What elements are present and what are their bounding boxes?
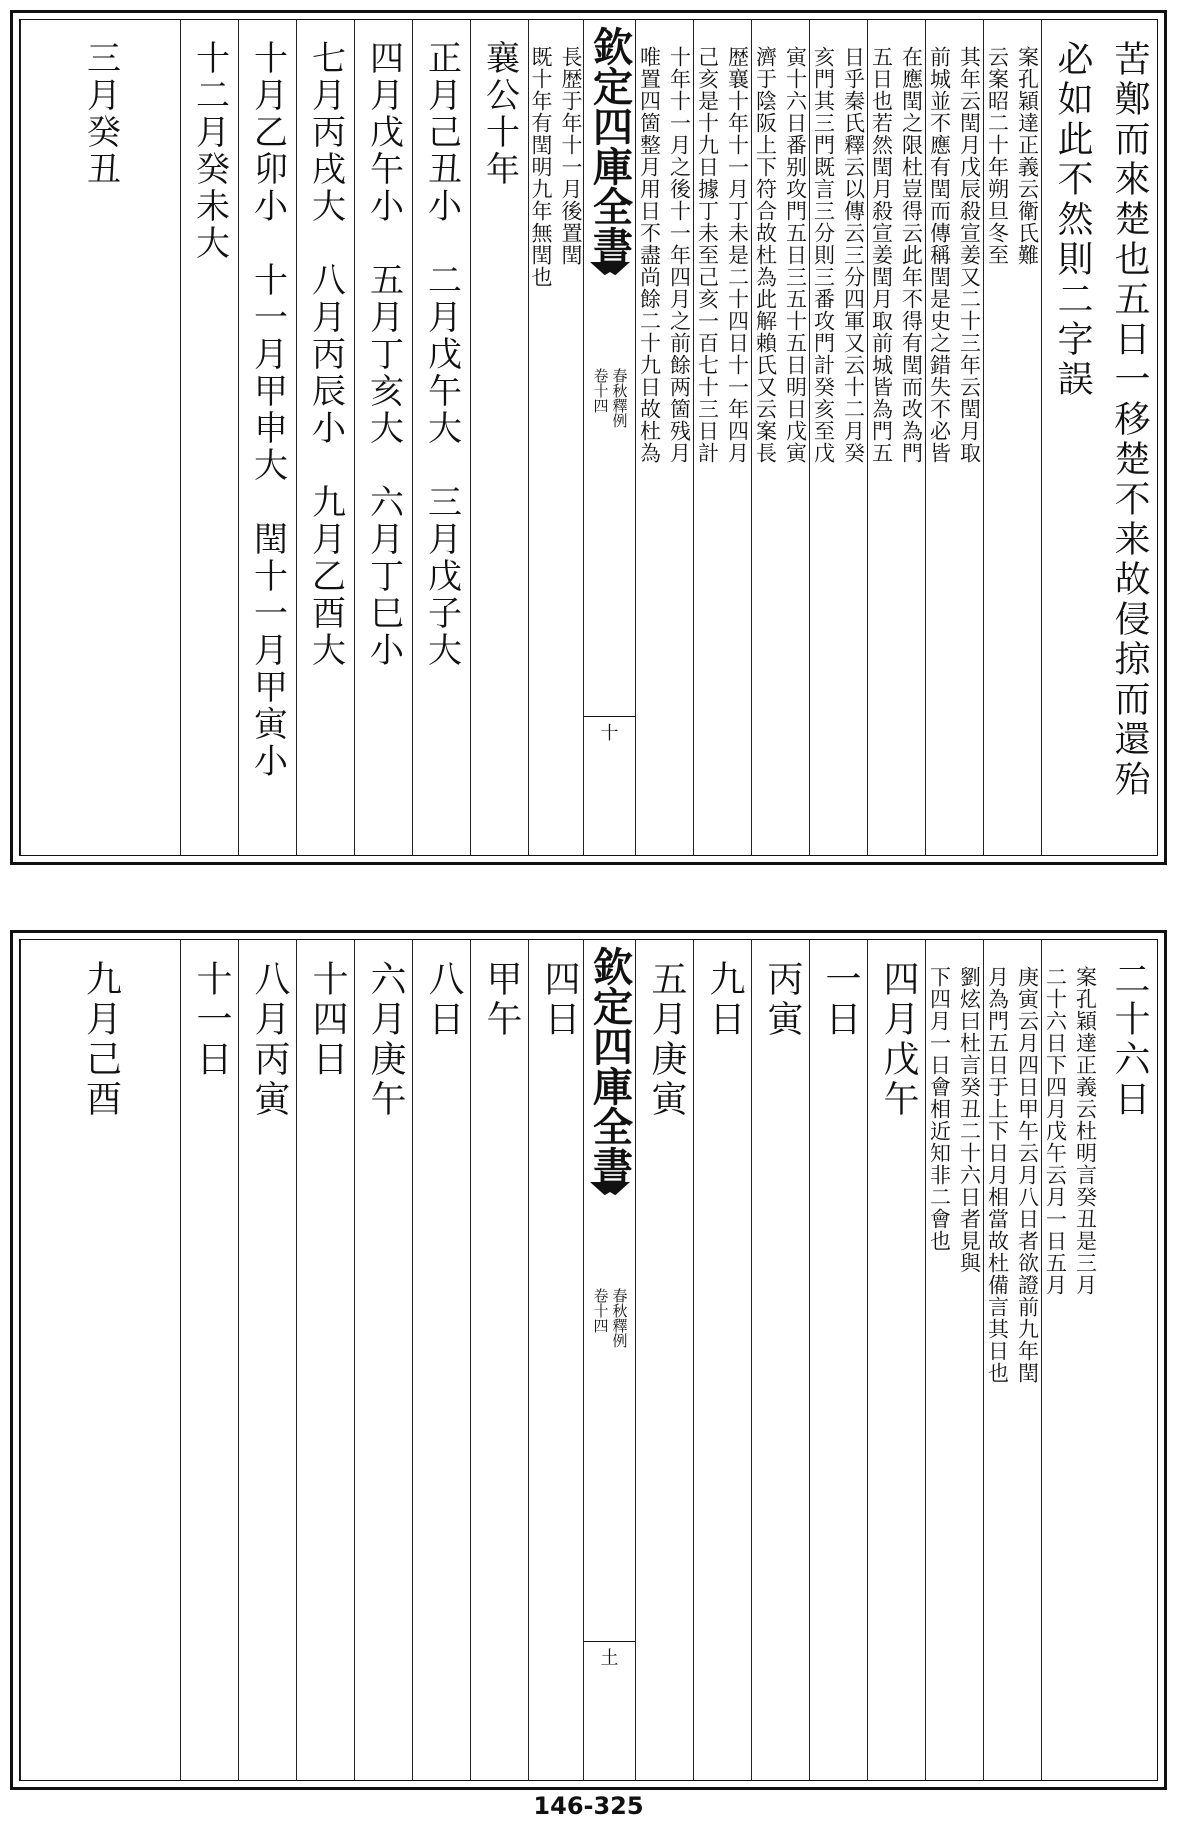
annotation-line: 在應閏之限杜豈得云此年不得有閏而改為門 [899, 46, 924, 464]
top_page-column [1099, 20, 1157, 855]
top_page-column [412, 20, 470, 855]
main-text-line: 九日 [704, 960, 745, 1040]
top_page-column [470, 20, 528, 855]
annotation-pair [926, 20, 983, 855]
annotation-pair [1042, 940, 1099, 1780]
top_page-column [751, 20, 809, 855]
annotation-pair [984, 940, 1041, 1780]
annotation-line: 己亥是十九日據丁未至己亥一百七十三日計 [695, 46, 720, 464]
annotation-line: 庚寅云月四日甲午云月八日者欲證前九年閏 [1015, 966, 1040, 1384]
main-text-line: 十四日 [307, 960, 348, 1080]
top_page-column [1041, 20, 1099, 855]
band-subtitle-line: 卷十四 [591, 368, 610, 413]
annotation-line: 前城並不應有閏而傳稱閏是史之錯失不必皆 [927, 46, 952, 464]
annotation-line: 二十六日下四月戊午云月一日五月 [1043, 966, 1068, 1296]
top_page-column [635, 20, 693, 855]
main-text-line: 八月丙寅 [249, 960, 290, 1120]
annotation-pair [926, 940, 983, 1780]
fishtail-mark-icon [588, 262, 632, 298]
bottom_page-column [983, 940, 1041, 1780]
band-subtitle [584, 1288, 635, 1348]
top_page-column [925, 20, 983, 855]
annotation-line: 月為門五日于上下日月相當故杜備言其日也 [985, 966, 1010, 1384]
top_page-column [867, 20, 925, 855]
bottom_page-column [751, 940, 809, 1780]
main-text-line: 必如此不然則二字誤 [1052, 40, 1093, 400]
annotation-line: 日乎秦氏釋云以傳云三分四軍又云十二月癸 [841, 46, 866, 464]
main-text-line: 正月己丑小 二月戊午大 三月戊子大 [421, 40, 462, 669]
annotation-pair [694, 20, 751, 855]
annotation-pair [636, 20, 693, 855]
main-text-line: 九月己酉 [80, 960, 122, 1120]
main-text-line: 八日 [423, 960, 464, 1040]
annotation-line: 唯置四箇整月用日不盡尚餘二十九日故杜為 [637, 46, 662, 464]
annotation-line: 十年十一月之後十一年四月之前餘两箇残月 [667, 46, 692, 464]
bottom_page-column [1099, 940, 1157, 1780]
annotation-line: 既十年有閏明九年無閏也 [529, 46, 553, 288]
bottom_page-column [354, 940, 412, 1780]
bottom_page-column [180, 940, 238, 1780]
main-text-line: 襄公十年 [479, 40, 520, 188]
main-text-line: 三月癸丑 [80, 40, 121, 188]
leaf-number: 土 [584, 1641, 635, 1670]
main-text-line: 四月戊午 [878, 960, 919, 1120]
bottom-page-inner-frame [19, 939, 1158, 1781]
annotation-line: 濟于陰阪上下符合故杜為此解賴氏又云案長 [753, 46, 778, 464]
main-text-line: 甲午 [481, 960, 522, 1040]
main-text-line: 丙寅 [762, 960, 803, 1040]
top_page-column [693, 20, 751, 855]
top_page-column [180, 20, 238, 855]
bottom-page [10, 930, 1167, 1790]
annotation-line: 寅十六日番别攻門五日三五十五日明日戊寅 [783, 46, 808, 464]
top_page-column [983, 20, 1041, 855]
band-title: 欽定四庫全書 [586, 26, 634, 266]
band-subtitle [584, 368, 635, 428]
fishtail-mark-icon [588, 1182, 632, 1218]
annotation-pair [529, 20, 583, 855]
bottom_page-column [238, 940, 296, 1780]
annotation-pair [868, 20, 925, 855]
bottom_page-column [925, 940, 983, 1780]
top-page [10, 10, 1167, 865]
center-fold-band [583, 940, 635, 1780]
annotation-pair [752, 20, 809, 855]
main-text-line: 四月戊午小 五月丁亥大 六月丁巳小 [363, 40, 404, 669]
annotation-line: 五日也若然閏月殺宣姜閏月取前城皆為門五 [869, 46, 894, 464]
annotation-pair [984, 20, 1041, 855]
bottom_page-column [867, 940, 925, 1780]
top_page-column [296, 20, 354, 855]
band-subtitle-line: 卷十四 [591, 1288, 610, 1333]
top_page-column [20, 20, 180, 855]
bottom_page-column [470, 940, 528, 1780]
band-subtitle-line: 春秋釋例 [610, 1288, 629, 1348]
annotation-line: 歴襄十年十一月丁未是二十四日十一年四月 [725, 46, 750, 464]
main-text-line: 七月丙戌大 八月丙辰小 九月乙酉大 [305, 40, 346, 669]
bottom_page-column [528, 940, 583, 1780]
bottom_page-column [809, 940, 867, 1780]
main-text-line: 一日 [820, 960, 861, 1040]
main-text-line: 苦鄭而來楚也五日一移楚不来故侵掠而還殆 [1109, 40, 1150, 800]
annotation-line: 下四月一日會相近知非二會也 [927, 966, 952, 1252]
annotation-line: 云案昭二十年朔旦冬至 [985, 46, 1010, 266]
bottom_page-column [693, 940, 751, 1780]
main-text-line: 五月庚寅 [646, 960, 687, 1120]
main-text-line: 十二月癸未大 [189, 40, 230, 262]
band-subtitle-line: 春秋釋例 [610, 368, 629, 428]
annotation-line: 案孔穎達正義云衛氏難 [1015, 46, 1040, 266]
page-number-footer: 146-325 [533, 1792, 644, 1820]
top_page-column [238, 20, 296, 855]
leaf-number: 十 [584, 716, 635, 745]
top_page-column [528, 20, 583, 855]
center-fold-band [583, 20, 635, 855]
annotation-line: 劉炫曰杜言癸丑二十六日者見與 [957, 966, 982, 1274]
bottom_page-column [296, 940, 354, 1780]
bottom_page-column [412, 940, 470, 1780]
annotation-line: 案孔穎達正義云杜明言癸丑是三月 [1073, 966, 1098, 1296]
bottom_page-column [635, 940, 693, 1780]
main-text-line: 二十六日 [1109, 960, 1150, 1120]
main-text-line: 六月庚午 [365, 960, 406, 1120]
main-text-line: 十一日 [191, 960, 232, 1080]
bottom_page-column [1041, 940, 1099, 1780]
top-page-inner-frame [19, 19, 1158, 856]
annotation-pair [810, 20, 867, 855]
main-text-line: 十月乙卯小 十一月甲申大 閏十一月甲寅小 [247, 40, 288, 780]
annotation-line: 亥門其三門既言三分則三番攻門計癸亥至戊 [811, 46, 836, 464]
annotation-line: 長歴于年十一月後置閏 [559, 46, 583, 266]
bottom_page-column [20, 940, 180, 1780]
main-text-line: 四日 [539, 960, 580, 1040]
top_page-column [809, 20, 867, 855]
top_page-column [354, 20, 412, 855]
annotation-line: 其年云閏月戊辰殺宣姜又二十三年云閏月取 [957, 46, 982, 464]
band-title: 欽定四庫全書 [586, 946, 634, 1186]
